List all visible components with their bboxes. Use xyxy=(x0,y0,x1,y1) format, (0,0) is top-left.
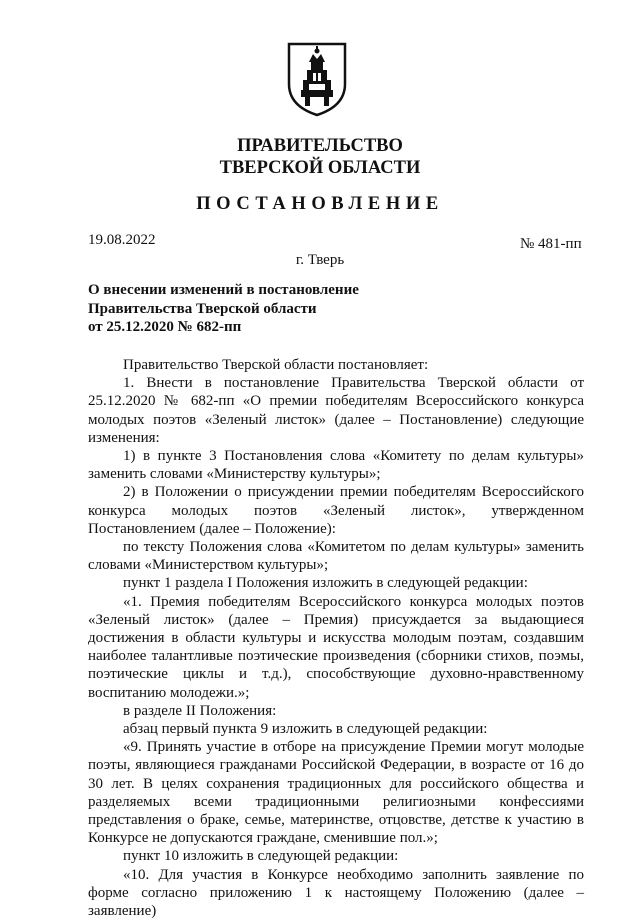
body-paragraph: 1. Внести в постановление Правительства Тверской области от 25.12.2020 № 682-пп «О премии победителям Всероссийского конкурса молодых поэтов «Зеленый листок» (далее – Постановление) следующие изменения: xyxy=(88,375,584,446)
government-title: ПРАВИТЕЛЬСТВО xyxy=(237,136,403,156)
document-type-title: ПОСТАНОВЛЕНИЕ xyxy=(196,194,444,214)
region-title: ТВЕРСКОЙ ОБЛАСТИ xyxy=(219,158,421,178)
document-subject xyxy=(88,281,359,337)
subject-line: О внесении изменений в постановление xyxy=(88,282,359,298)
document-body xyxy=(88,356,584,920)
tver-coat-of-arms-emblem xyxy=(285,40,349,118)
body-paragraph: «10. Для участия в Конкурсе необходимо заполнить заявление по форме согласно приложению 1 к настоящему Положению (далее – заявление) xyxy=(88,866,584,920)
subject-line: Правительства Тверской области xyxy=(88,300,317,317)
document-city: г. Тверь xyxy=(295,252,345,268)
body-paragraph: 1) в пункте 3 Постановления слова «Комитету по делам культуры» заменить словами «Министерству культуры»; xyxy=(88,448,584,483)
subject-line: от 25.12.2020 № 682-пп xyxy=(88,319,242,335)
body-paragraph: в разделе II Положения: xyxy=(123,702,277,719)
body-paragraph: пункт 1 раздела I Положения изложить в следующей редакции: xyxy=(123,575,528,592)
body-paragraph: 2) в Положении о присуждении премии победителям Всероссийского конкурса молодых поэтов «Зеленый листок», утвержденном Постановлением (далее – Положение): xyxy=(88,484,584,537)
body-paragraph: по тексту Положения слова «Комитетом по делам культуры» заменить словами «Министерством культуры»; xyxy=(88,539,584,574)
body-paragraph: Правительство Тверской области постановляет: xyxy=(123,357,429,373)
document-date: 19.08.2022 xyxy=(88,232,156,248)
body-paragraph: «9. Принять участие в отборе на присуждение Премии могут молодые поэты, являющиеся гражданами Российской Федерации, в возрасте от 16 до 30 лет. В целях сохранения традиционных для российского общества и разделяемых всеми традиционными религиозными конфессиями представления о браке, семье, материнстве, отцовстве, детстве к участию в Конкурсе не допускаются граждане, сменившие пол.»; xyxy=(88,739,584,847)
document-number: № 481-пп xyxy=(520,236,582,252)
body-paragraph: «1. Премия победителям Всероссийского конкурса молодых поэтов «Зеленый листок» (далее – Премия) присуждается за выдающиеся достижения в области культуры и искусства молодым поэтам, создавшим наиболее талантливые поэтические произведения (сборники стихов, поэмы, поэтические циклы и т.д.), способствующие духовно-нравственному воспитанию молодежи.»; xyxy=(88,593,584,701)
body-paragraph: пункт 10 изложить в следующей редакции: xyxy=(123,848,399,865)
body-paragraph: абзац первый пункта 9 изложить в следующей редакции: xyxy=(123,721,488,738)
